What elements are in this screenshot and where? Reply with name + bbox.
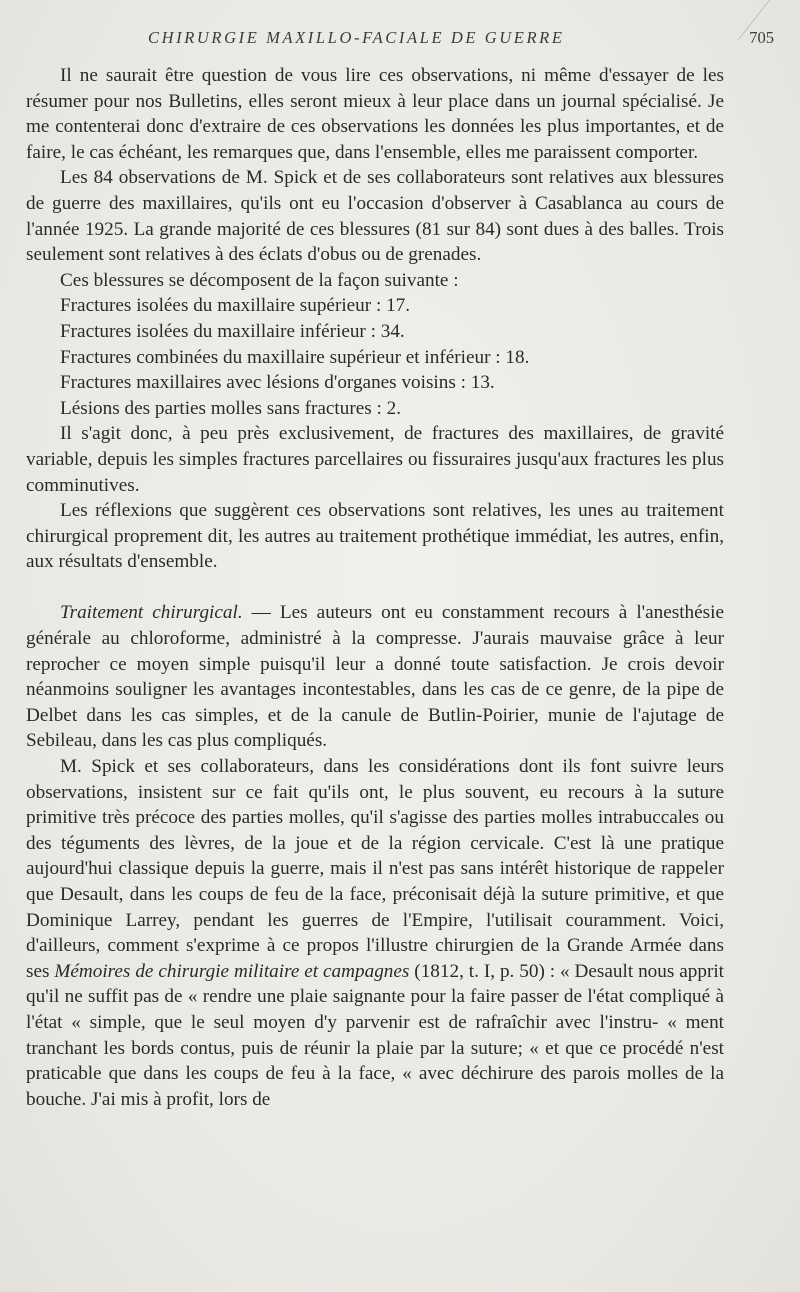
section-text: — Les auteurs ont eu constamment recours à l'anesthésie générale au chloroforme, administré à la compresse. J'aurais mauvaise grâce à leur reprocher ce moyen simple puisqu'il leur a donné toute satisfaction. Je crois devoir néanmoins souligner les avantages incontestables, dans les cas de ce genre, de la pipe de Delbet dans les cas simples, et de la canule de Butlin-Poirier, munie de l'ajutage de Sebileau, dans les cas plus compliqués.	[26, 602, 724, 752]
section-title: Traitement chirurgical.	[60, 602, 243, 624]
list-item: Fractures isolées du maxillaire inférieur : 34.	[60, 320, 405, 342]
list-item: Lésions des parties molles sans fractures : 2.	[60, 397, 402, 419]
paragraph-summary: Il s'agit donc, à peu près exclusivement, de fractures des maxillaires, de gravité variable, depuis les simples fractures parcellaires ou fissuraires jusqu'aux fractures les plus comminutives.	[26, 423, 724, 496]
list-item: Fractures combinées du maxillaire supérieur et inférieur : 18.	[60, 346, 530, 368]
page-header	[0, 28, 800, 52]
book-title: Mémoires de chirurgie militaire et campagnes	[54, 960, 410, 982]
paragraph-breakdown-intro: Ces blessures se décomposent de la façon suivante :	[60, 269, 459, 291]
running-title: CHIRURGIE MAXILLO-FACIALE DE GUERRE	[148, 28, 565, 47]
paragraph-observations: Les 84 observations de M. Spick et de ses collaborateurs sont relatives aux blessures de guerre des maxillaires, qu'ils ont eu l'occasion d'observer à Casablanca au cours de l'année 1925. La grande majorité de ces blessures (81 sur 84) sont dues à des balles. Trois seulement sont relatives à des éclats d'obus ou de grenades.	[26, 167, 724, 266]
list-item: Fractures maxillaires avec lésions d'organes voisins : 13.	[60, 372, 495, 394]
paragraph-reflections: Les réflexions que suggèrent ces observations sont relatives, les unes au traitement chirurgical proprement dit, les autres au traitement prothétique immédiat, les autres, enfin, aux résultats d'ensemble.	[26, 500, 724, 573]
page-number: 705	[749, 28, 774, 47]
paragraph-suture-part-a: M. Spick et ses collaborateurs, dans les considérations dont ils font suivre leurs observations, insistent sur ce fait qu'ils ont, le plus souvent, eu recours à la suture primitive très précoce des parties molles, qu'il s'agisse des parties molles intrabuccales ou des téguments des lèvres, de la joue et de la région cervicale. C'est là une pratique aujourd'hui classique depuis la guerre, mais il n'est pas sans intérêt historique de rappeler que Desault, dans les coups de feu de la face, préconisait déjà la suture primitive, et que Dominique Larrey, pendant les guerres de l'Empire, l'utilisait couramment. Voici, d'ailleurs, comment s'exprime à ce propos l'illustre chirurgien de la Grande Armée dans ses	[26, 756, 724, 982]
list-item: Fractures isolées du maxillaire supérieur : 17.	[60, 295, 411, 317]
paragraph-suture-part-b: (1812, t. I, p. 50) : « Desault nous apprit qu'il ne suffit pas de « rendre une plaie saignante pour la faire passer de l'état compliqué à l'état « simple, que le seul moyen d'y parvenir est de rafraîchir avec l'instru- « ment tranchant les bords contus, puis de réunir la plaie par la suture; « et que ce procédé n'est praticable que dans les coups de feu à la face, « avec déchirure des parois molles de la bouche. J'ai mis à profit, lors de	[26, 960, 724, 1110]
body-text	[26, 63, 724, 1112]
paragraph-surgical-treatment	[26, 600, 724, 754]
paragraph-intro: Il ne saurait être question de vous lire ces observations, ni même d'essayer de les résumer pour nos Bulletins, elles seront mieux à leur place dans un journal spécialisé. Je me contenterai donc d'extraire de ces observations les données les plus importantes, et de faire, le cas échéant, les remarques que, dans l'ensemble, elles me paraissent comporter.	[26, 65, 724, 163]
paragraph-suture	[26, 754, 724, 1112]
